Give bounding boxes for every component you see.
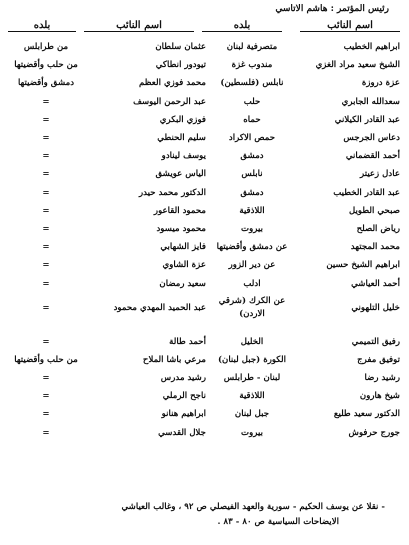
table-row	[6, 424, 402, 442]
delegate-name: عادل زعيتر	[359, 169, 400, 180]
delegate-name: سليم الحنطي	[157, 133, 206, 144]
delegate-name: عبد القادر الكيلاني	[334, 114, 400, 125]
table-row	[6, 387, 402, 405]
delegate-town: نابلس	[241, 169, 263, 180]
delegate-town: =	[42, 187, 50, 198]
delegate-town: =	[42, 391, 50, 402]
delegate-town: =	[42, 114, 50, 125]
delegate-town: حماه	[243, 114, 261, 125]
delegate-name: تيودور انطاكي	[155, 60, 206, 71]
delegate-town: حلب	[243, 96, 261, 107]
delegate-name: فوزي البكري	[159, 114, 206, 125]
delegate-town: نابلس (فلسطين)	[220, 78, 284, 89]
delegate-name: رياض الصلح	[356, 223, 400, 234]
table-row	[6, 147, 402, 165]
table-row	[6, 74, 402, 92]
delegate-town: حمص الاكراد	[228, 133, 276, 144]
delegate-name: فايز الشهابي	[160, 242, 206, 253]
header-town-right: بلده	[202, 20, 282, 32]
delegate-name: مرعي باشا الملاح	[142, 354, 206, 365]
table-row	[6, 256, 402, 274]
delegate-town: =	[42, 302, 50, 313]
delegate-name: عبد الحميد المهدي محمود	[113, 302, 206, 313]
delegate-town: =	[42, 151, 50, 162]
delegate-town: =	[42, 133, 50, 144]
table-row	[6, 220, 402, 238]
delegate-town: =	[42, 96, 50, 107]
delegate-name: جلال القدسي	[158, 427, 206, 438]
delegate-town: عن دير الزور	[228, 260, 276, 271]
delegate-name: عبد القادر الخطيب	[333, 187, 400, 198]
header-name-right: اسم النائب	[300, 20, 400, 32]
delegate-town: بيروت	[241, 427, 263, 438]
delegate-name: رشيد مدرس	[160, 373, 206, 384]
delegate-town: اللاذقية	[239, 205, 265, 216]
delegate-name: ابراهيم هنانو	[161, 409, 206, 420]
table-row	[6, 111, 402, 129]
delegate-town: بيروت	[241, 223, 263, 234]
delegate-name: الشيخ سعيد مراد الغزي	[315, 60, 400, 71]
delegate-name: خليل التلهوني	[351, 302, 400, 313]
table-row	[6, 333, 402, 351]
table-row	[6, 369, 402, 387]
delegate-town: =	[42, 373, 50, 384]
delegate-name: جورج حرفوش	[348, 427, 400, 438]
delegate-town: لبنان - طرابلس	[223, 373, 281, 384]
table-row	[6, 405, 402, 423]
delegate-name: أحمد طالة	[169, 336, 206, 347]
delegate-town: اللاذقية	[239, 391, 265, 402]
delegate-town: من حلب وأقضيتها	[14, 354, 78, 365]
delegate-name: سعدالله الجابري	[341, 96, 400, 107]
delegate-name: محمد المجتهد	[350, 242, 400, 253]
delegate-name: محمود ميسود	[156, 223, 206, 234]
delegate-town: الخليل	[240, 336, 264, 347]
delegate-name: صبحي الطويل	[349, 205, 400, 216]
header-name-left: اسم النائب	[84, 20, 194, 32]
delegate-town: =	[42, 427, 50, 438]
header-town-left: بلده	[8, 20, 76, 32]
delegate-town: الكورة (جبل لبنان)	[217, 354, 287, 365]
delegate-name: أحمد العياشي	[351, 278, 400, 289]
delegate-town: =	[42, 260, 50, 271]
table-row	[6, 38, 402, 56]
table-row	[6, 293, 402, 323]
delegate-name: سعيد رمضان	[159, 278, 206, 289]
delegate-name: عزة الشاوي	[162, 260, 206, 271]
delegate-town: =	[42, 205, 50, 216]
table-row	[6, 184, 402, 202]
delegate-town: =	[42, 278, 50, 289]
delegate-name: دعاس الجرجس	[343, 133, 400, 144]
delegate-name: الدكتور سعيد طليع	[333, 409, 400, 420]
delegate-town: جبل لبنان	[234, 409, 270, 420]
delegate-name: يوسف لينادو	[161, 151, 206, 162]
delegate-name: رفيق التميمي	[351, 336, 400, 347]
delegate-town: =	[42, 242, 50, 253]
source-note-line-2: الايضاحات السياسية ص ٨٠ - ٨٣ .	[217, 517, 339, 527]
delegate-name: الدكتور محمد حيدر	[139, 187, 206, 198]
delegate-name: ابراهيم الخطيب	[343, 42, 400, 53]
delegate-town: من حلب وأقضيتها	[14, 60, 78, 71]
delegate-town: متصرفية لبنان	[226, 42, 278, 53]
delegate-town: دمشق	[240, 151, 264, 162]
delegates-table	[6, 38, 402, 442]
table-row	[6, 56, 402, 74]
delegate-name: شيخ هارون	[359, 391, 400, 402]
delegate-town: عن الكرك (شرقي الاردن)	[218, 295, 286, 319]
delegate-name: الياس عويشق	[155, 169, 206, 180]
delegate-town: =	[42, 336, 50, 347]
table-row	[6, 274, 402, 292]
delegate-town: =	[42, 169, 50, 180]
delegate-name: ناجح الرملي	[162, 391, 206, 402]
source-note-line-1: - نقلا عن يوسف الحكيم - سورية والعهد الفيصلي ص ٩٢ ، وغالب العياشي	[121, 502, 385, 512]
delegate-town: من طرابلس	[23, 42, 69, 53]
delegate-name: توفيق مفرج	[357, 354, 400, 365]
delegate-town: دمشق	[240, 187, 264, 198]
delegate-name: محمد فوزي العظم	[139, 78, 206, 89]
table-row	[6, 351, 402, 369]
delegate-town: مندوب غزة	[231, 60, 273, 71]
delegate-town: =	[42, 223, 50, 234]
delegate-town: عن دمشق وأقضيتها	[216, 242, 288, 253]
table-row	[6, 165, 402, 183]
table-row	[6, 238, 402, 256]
delegate-name: عزة دروزة	[361, 78, 400, 89]
table-row	[6, 202, 402, 220]
table-row	[6, 93, 402, 111]
delegate-town: ادلب	[243, 278, 261, 289]
delegate-name: عثمان سلطان	[155, 42, 206, 53]
conference-chair-line: رئيس المؤتمر : هاشم الاتاسي	[275, 4, 389, 14]
delegate-town: دمشق وأقضيتها	[17, 78, 75, 89]
table-row	[6, 129, 402, 147]
delegate-name: عبد الرحمن اليوسف	[133, 96, 206, 107]
row-spacer	[6, 323, 402, 333]
delegate-name: أحمد القضماني	[345, 151, 400, 162]
delegate-town: =	[42, 409, 50, 420]
column-headers	[6, 20, 402, 36]
delegate-name: محمود القاعور	[153, 205, 206, 216]
delegate-name: ابراهيم الشيخ حسين	[326, 260, 400, 271]
delegate-name: رشيد رضا	[364, 373, 400, 384]
